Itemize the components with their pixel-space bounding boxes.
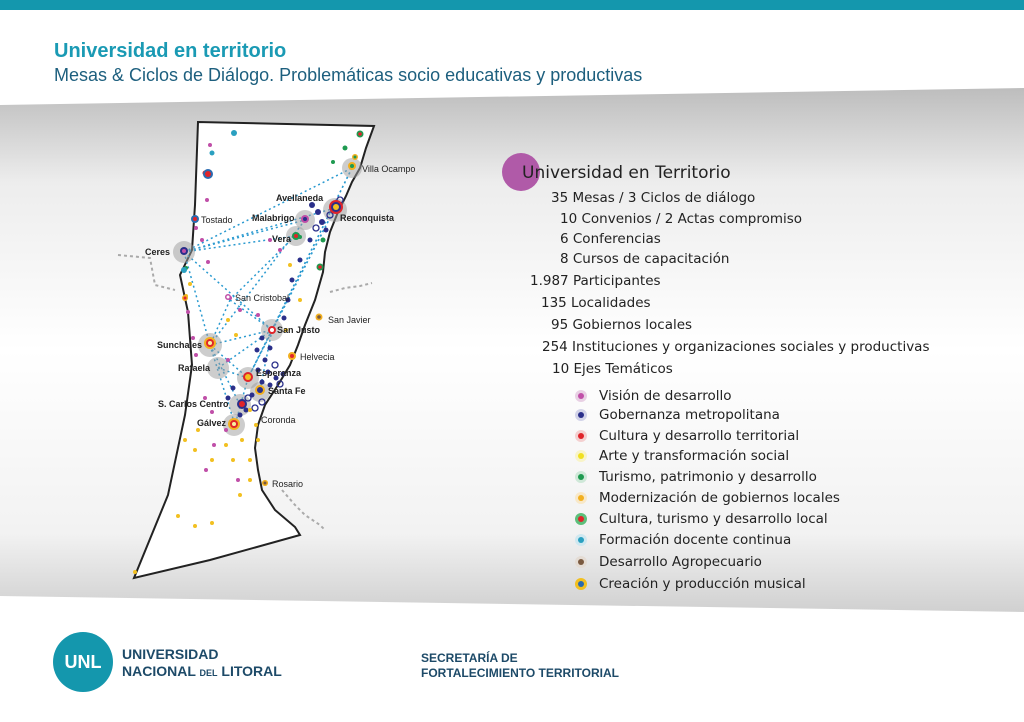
stat-participantes: 1.987 Participantes: [530, 273, 661, 289]
secretaria-name: [421, 651, 619, 681]
legend-dot-icon: [575, 513, 587, 525]
legend-dot-icon: [575, 534, 587, 546]
label-san-javier: San Javier: [328, 315, 371, 325]
legend-label: Visión de desarrollo: [599, 388, 732, 404]
legend-label: Gobernanza metropolitana: [599, 407, 780, 423]
university-line2: [122, 663, 282, 682]
legend-label: Formación docente continua: [599, 532, 792, 548]
legend-dot-icon: [575, 471, 587, 483]
legend-item: [575, 405, 780, 425]
label-coronda: Coronda: [261, 415, 296, 425]
legend-dot-icon: [575, 492, 587, 504]
stat-gobiernos: 95 Gobiernos locales: [551, 317, 693, 333]
legend-dot-icon: [575, 430, 587, 442]
stat-instituciones: 254 Instituciones y organizaciones sociales y productivas: [542, 339, 930, 355]
stat-mesas: 35 Mesas / 3 Ciclos de diálogo: [551, 190, 756, 206]
legend-label: Modernización de gobiernos locales: [599, 490, 840, 506]
university-name: [122, 646, 282, 682]
label-s-carlos-centro: S. Carlos Centro: [158, 399, 229, 409]
legend-item: [575, 530, 791, 550]
legend-item: [575, 446, 789, 466]
legend-label: Cultura, turismo y desarrollo local: [599, 511, 828, 527]
label-santa-fe: Santa Fe: [268, 386, 306, 396]
neighbor-border-east: [330, 283, 372, 292]
label-villa-ocampo: Villa Ocampo: [362, 164, 416, 174]
stats-title: Universidad en Territorio: [522, 163, 731, 183]
legend-dot-icon: [575, 556, 587, 568]
stat-convenios: 10 Convenios / 2 Actas compromiso: [560, 211, 803, 227]
stat-localidades: 135 Localidades: [541, 295, 651, 311]
unl-logo: [53, 632, 113, 692]
neighbor-border-west: [118, 255, 175, 290]
label-ceres: Ceres: [145, 247, 171, 257]
label-helvecia: Helvecia: [300, 352, 335, 362]
legend-item: [575, 467, 817, 487]
label-avellaneda: Avellaneda: [276, 193, 324, 203]
legend-item: [575, 574, 806, 594]
stat-cursos: 8 Cursos de capacitación: [560, 251, 730, 267]
label-rosario: Rosario: [272, 479, 304, 489]
legend-item: [575, 386, 732, 406]
legend-item: [575, 552, 762, 572]
logo-text: UNL: [64, 651, 102, 672]
university-line2-b: LITORAL: [217, 663, 282, 679]
label-malabrigo: Malabrigo: [252, 213, 295, 223]
label-san-cristobal: San Cristobal: [235, 293, 290, 303]
label-vera: Vera: [272, 234, 292, 244]
legend-label: Creación y producción musical: [599, 576, 806, 592]
university-line2-a: NACIONAL: [122, 663, 200, 679]
stat-conferencias: 6 Conferencias: [560, 231, 661, 247]
province-outline: [134, 122, 374, 578]
label-san-justo: San Justo: [277, 325, 321, 335]
label-esperanza: Esperanza: [256, 368, 302, 378]
legend-dot-icon: [575, 450, 587, 462]
label-galvez: Gálvez: [197, 418, 227, 428]
legend-label: Arte y transformación social: [599, 448, 790, 464]
university-line1: UNIVERSIDAD: [122, 646, 219, 662]
legend-label: Desarrollo Agropecuario: [599, 554, 762, 570]
page-title: Universidad en territorio: [54, 40, 287, 62]
secretaria-line2: FORTALECIMIENTO TERRITORIAL: [421, 666, 619, 680]
label-reconquista: Reconquista: [340, 213, 395, 223]
secretaria-line1: SECRETARÍA DE: [421, 651, 518, 665]
legend-item: [575, 488, 840, 508]
legend-dot-icon: [575, 409, 587, 421]
legend-label: Turismo, patrimonio y desarrollo: [599, 469, 817, 485]
legend-dot-icon: [575, 390, 587, 402]
label-rafaela: Rafaela: [178, 363, 211, 373]
label-sunchales: Sunchales: [157, 340, 203, 350]
label-tostado: Tostado: [201, 215, 233, 225]
legend-item: [575, 509, 828, 529]
university-line2-small: DEL: [199, 668, 218, 678]
legend-dot-icon: [575, 578, 587, 590]
page-subtitle: Mesas & Ciclos de Diálogo. Problemáticas socio educativas y productivas: [54, 65, 643, 85]
legend-item: [575, 426, 799, 446]
legend-label: Cultura y desarrollo territorial: [599, 428, 800, 444]
stat-ejes: 10 Ejes Temáticos: [552, 361, 673, 377]
